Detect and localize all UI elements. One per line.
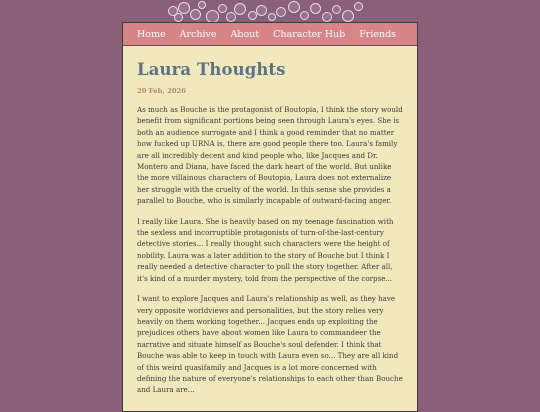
post-date: 20 Feb, 2026 (137, 87, 187, 95)
bubbles-decoration (160, 0, 370, 22)
content-panel (122, 22, 418, 412)
post-content (123, 60, 417, 396)
post-paragraph: I really like Laura. She is heavily based on my teenage fascination with the sexless and incorruptible protagonists of turn-of-the-last-century detective stories... I really thought such characters were the height of nobility. Laura was a later addition to the story of Bouche but I think I really needed a detective character to pull the story together. After all, it's kind of a murder mystery, told from the perspective of the corpse... (137, 216, 394, 283)
nav-about[interactable]: About (230, 28, 260, 40)
nav-home[interactable]: Home (137, 28, 166, 40)
nav-character-hub[interactable]: Character Hub (273, 28, 346, 40)
post-paragraph: I want to explore Jacques and Laura's relationship as well, as they have very opposite worldviews and personalities, but the story relies very heavily on them working together... Jacques ends up exploiting the prejudices others have about women like Laura to commandeer the narrative and situate himself as Bouche's soul defender. I think that Bouche was able to keep in touch with Laura even so... They are all kind of this weird quasifamily and Jacques is a lot more concerned with defining the nature of everyone's relationships to each other than Bouche and Laura are... (137, 294, 403, 395)
nav-archive[interactable]: Archive (179, 28, 217, 40)
nav-friends[interactable]: Friends (359, 28, 397, 40)
top-nav (123, 23, 417, 46)
post-paragraph: As much as Bouche is the protagonist of Boutopia, I think the story would benefit from significant portions being seen through Laura's eyes. She is both an audience surrogate and I think a good reminder that no matter how fucked up URNA is, there are good people there too. Laura's family are all incredibly decent and kind people who, like Jacques and Dr. Montero and Diana, have faced the dark heart of the world. But unlike the more villainous characters of Boutopia, Laura does not externalize her struggle with the cruelty of the world. In this sense she provides a parallel to Bouche, who is similarly incapable of outward-facing anger. (137, 105, 403, 206)
post-title: Laura Thoughts (137, 60, 286, 79)
